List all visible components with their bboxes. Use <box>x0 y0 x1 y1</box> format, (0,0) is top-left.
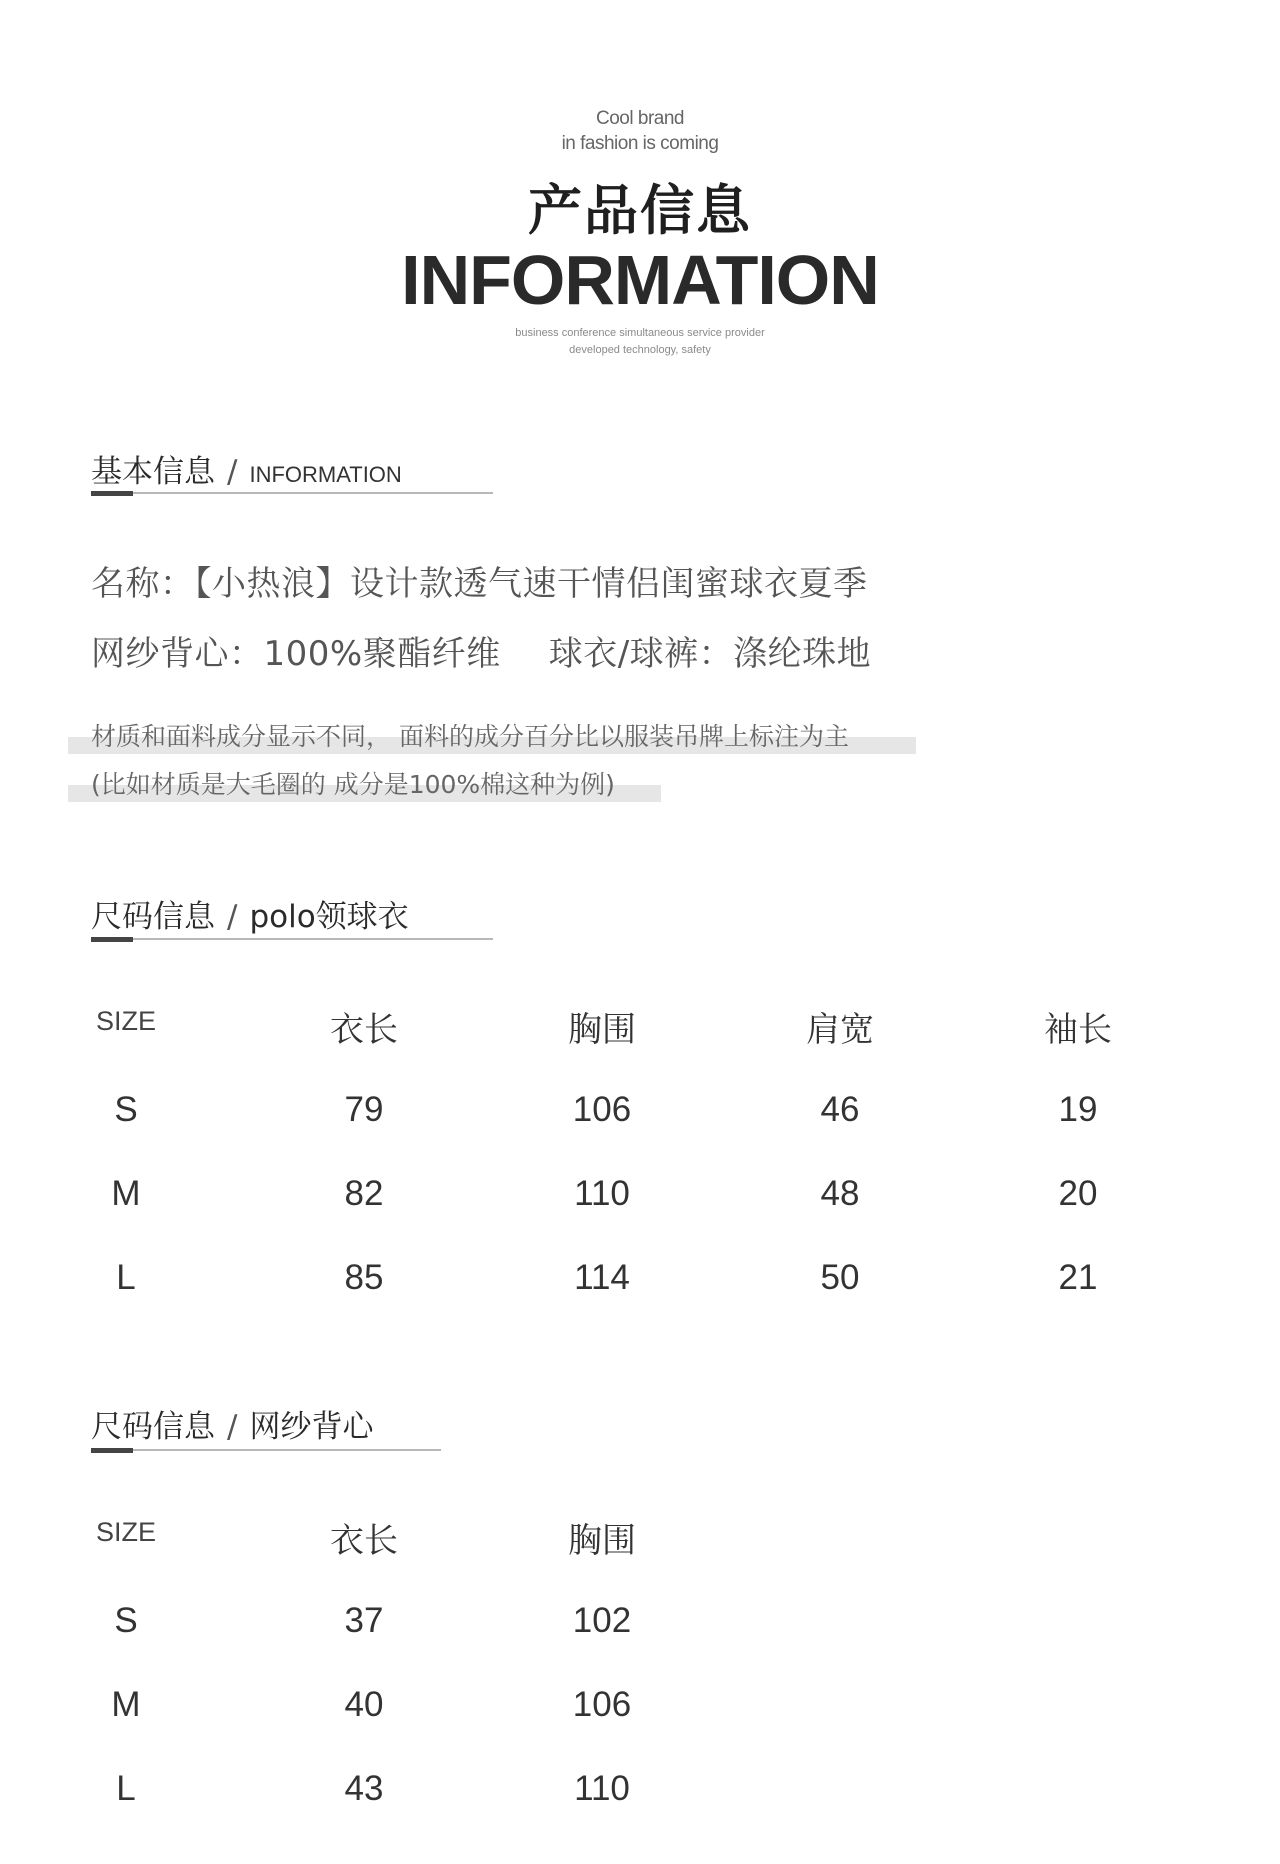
material-vest: 网纱背心：100%聚酯纤维 <box>91 634 501 674</box>
table-cell: 19 <box>1058 1090 1098 1129</box>
table-cell: 40 <box>344 1685 384 1724</box>
brand-line-1: Cool brand <box>596 108 684 129</box>
table-cell: 79 <box>344 1090 384 1129</box>
column-header: SIZE <box>95 1006 156 1036</box>
page-title-en: INFORMATION <box>401 241 879 319</box>
column-header: 胸围 <box>568 1521 636 1561</box>
section-underline <box>91 492 493 494</box>
material-line <box>91 626 871 675</box>
table-cell: 106 <box>572 1090 632 1129</box>
tagline-2: developed technology, safety <box>569 344 711 356</box>
section-heading-vest <box>91 1401 373 1446</box>
table-cell: 106 <box>572 1685 632 1724</box>
page-title-cn: 产品信息 <box>528 179 752 242</box>
table-cell: 82 <box>344 1174 384 1213</box>
section-underline-accent <box>91 1448 133 1453</box>
section-underline-accent <box>91 937 133 942</box>
section-heading-en: INFORMATION <box>249 462 402 487</box>
column-header: 衣长 <box>330 1521 398 1561</box>
table-cell: 114 <box>574 1258 630 1297</box>
section-heading-cn: 尺码信息 <box>91 899 215 935</box>
column-header: 衣长 <box>330 1010 398 1050</box>
section-heading-polo <box>91 891 409 936</box>
section-underline <box>91 1449 441 1451</box>
column-header: 肩宽 <box>806 1010 874 1050</box>
table-cell: 21 <box>1058 1258 1098 1297</box>
section-underline-accent <box>91 491 133 496</box>
column-header: 袖长 <box>1044 1010 1112 1050</box>
table-cell: 37 <box>344 1601 384 1640</box>
tagline-1: business conference simultaneous service provider <box>515 327 765 339</box>
size-label: M <box>111 1174 141 1213</box>
section-heading-basic <box>91 446 402 491</box>
table-cell: 43 <box>344 1769 384 1808</box>
column-header: 胸围 <box>568 1010 636 1050</box>
section-heading-slash: / <box>227 899 238 935</box>
section-heading-cn: 基本信息 <box>91 454 215 490</box>
table-cell: 102 <box>572 1601 632 1640</box>
section-underline <box>91 938 493 940</box>
table-cell: 50 <box>820 1258 860 1297</box>
size-label: S <box>114 1090 138 1129</box>
column-header: SIZE <box>95 1517 156 1547</box>
table-cell: 110 <box>574 1174 630 1213</box>
table-cell: 20 <box>1058 1174 1098 1213</box>
table-cell: 48 <box>820 1174 860 1213</box>
note-line-2: (比如材质是大毛圈的 成分是100%棉这种为例) <box>91 770 615 799</box>
table-cell: 46 <box>820 1090 860 1129</box>
section-heading-sub: polo领球衣 <box>249 899 409 935</box>
table-cell: 110 <box>574 1769 630 1808</box>
size-label: L <box>116 1258 136 1297</box>
note-line-1: 材质和面料成分显示不同， 面料的成分百分比以服装吊牌上标注为主 <box>91 722 849 751</box>
size-label: S <box>114 1601 138 1640</box>
section-heading-sub: 网纱背心 <box>249 1409 374 1445</box>
brand-line-2: in fashion is coming <box>561 133 719 154</box>
product-name: 名称：【小热浪】设计款透气速干情侣闺蜜球衣夏季 <box>91 564 868 604</box>
table-cell: 85 <box>344 1258 384 1297</box>
section-heading-slash: / <box>227 1409 238 1445</box>
size-label: M <box>111 1685 141 1724</box>
material-jersey: 球衣/球裤：涤纶珠地 <box>548 634 872 674</box>
section-heading-cn: 尺码信息 <box>91 1409 215 1445</box>
section-heading-slash: / <box>227 454 238 490</box>
size-label: L <box>116 1769 136 1808</box>
